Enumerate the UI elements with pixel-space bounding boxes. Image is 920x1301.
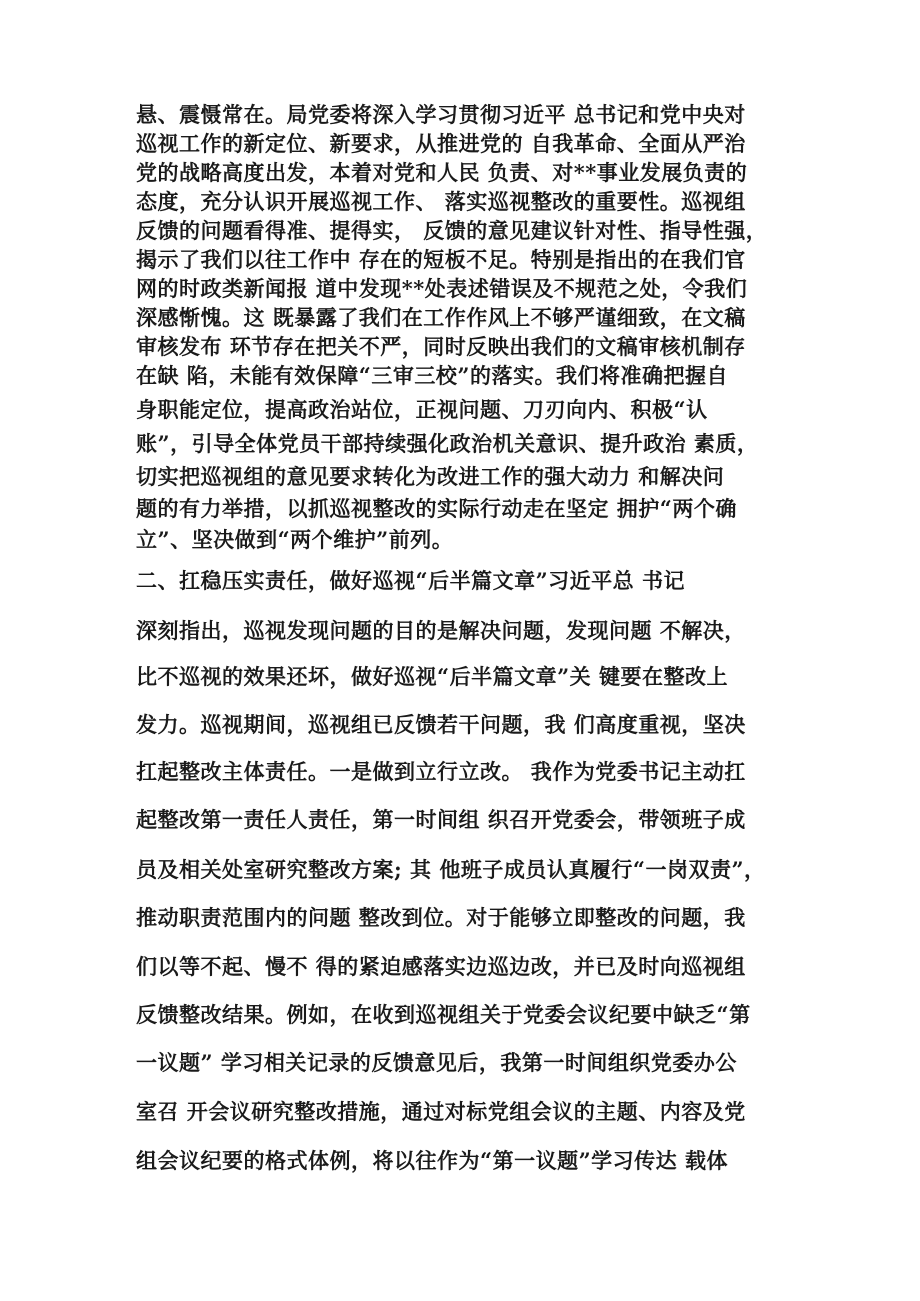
- text-line: 反馈的问题看得准、提得实， 反馈的意见建议针对性、指导性强，: [136, 218, 768, 243]
- text-line: 悬、震慑常在。局党委将深入学习贯彻习近平 总书记和党中央对: [136, 102, 746, 127]
- text-line: 党的战略高度出发，本着对党和人民 负责、对**事业发展负责的: [136, 160, 748, 185]
- text-line: 深感惭愧。这 既暴露了我们在工作作风上不够严谨细致，在文稿: [136, 305, 746, 330]
- text-line: 推动职责范围内的问题 整改到位。对于能够立即整改的问题，我: [136, 905, 746, 930]
- text-line: 一议题” 学习相关记录的反馈意见后，我第一时间组织党委办公: [136, 1050, 737, 1075]
- text-line: 二、扛稳压实责任，做好巡视“后半篇文章”习近平总 书记: [136, 568, 685, 593]
- text-line: 深刻指出，巡视发现问题的目的是解决问题，发现问题 不解决，: [136, 618, 746, 643]
- text-line: 账”，引导全体党员干部持续强化政治机关意识、提升政治 素质，: [136, 431, 759, 456]
- text-line: 网的时政类新闻报 道中发现**处表述错误及不规范之处，令我们: [136, 276, 748, 301]
- text-line: 起整改第一责任人责任，第一时间组 织召开党委会，带领班子成: [136, 807, 746, 832]
- text-line: 发力。巡视期间，巡视组已反馈若干问题，我 们高度重视，坚决: [136, 712, 746, 737]
- text-line: 立”、坚决做到“两个维护”前列。: [136, 527, 454, 552]
- text-line: 反馈整改结果。例如，在收到巡视组关于党委会议纪要中缺乏“第: [136, 1002, 751, 1027]
- text-line: 比不巡视的效果还坏，做好巡视“后半篇文章”关 键要在整改上: [136, 664, 728, 689]
- text-line: 在缺 陷，未能有效保障“三审三校”的落实。我们将准确把握自: [136, 363, 728, 388]
- text-line: 题的有力举措，以抓巡视整改的实际行动走在坚定 拥护“两个确: [136, 496, 737, 521]
- text-line: 巡视工作的新定位、新要求，从推进党的 自我革命、全面从严治: [136, 131, 746, 156]
- text-line: 揭示了我们以往工作中 存在的短板不足。特别是指出的在我们官: [136, 247, 746, 272]
- text-line: 审核发布 环节存在把关不严，同时反映出我们的文稿审核机制存: [136, 334, 746, 359]
- text-line: 组会议纪要的格式体例，将以往作为“第一议题”学习传达 载体: [136, 1148, 728, 1173]
- text-line: 扛起整改主体责任。一是做到立行立改。 我作为党委书记主动扛: [136, 759, 746, 784]
- text-line: 切实把巡视组的意见要求转化为改进工作的强大动力 和解决问: [136, 464, 725, 489]
- text-line: 员及相关处室研究整改方案; 其 他班子成员认真履行“一岗双责”，: [136, 857, 766, 882]
- text-line: 态度，充分认识开展巡视工作、 落实巡视整改的重要性。巡视组: [136, 189, 746, 214]
- text-line: 们以等不起、慢不 得的紧迫感落实边巡边改，并已及时向巡视组: [136, 954, 746, 979]
- text-line: 身职能定位，提高政治站位，正视问题、刀刃向内、积极“认: [136, 397, 708, 422]
- text-line: 室召 开会议研究整改措施，通过对标党组会议的主题、内容及党: [136, 1099, 746, 1124]
